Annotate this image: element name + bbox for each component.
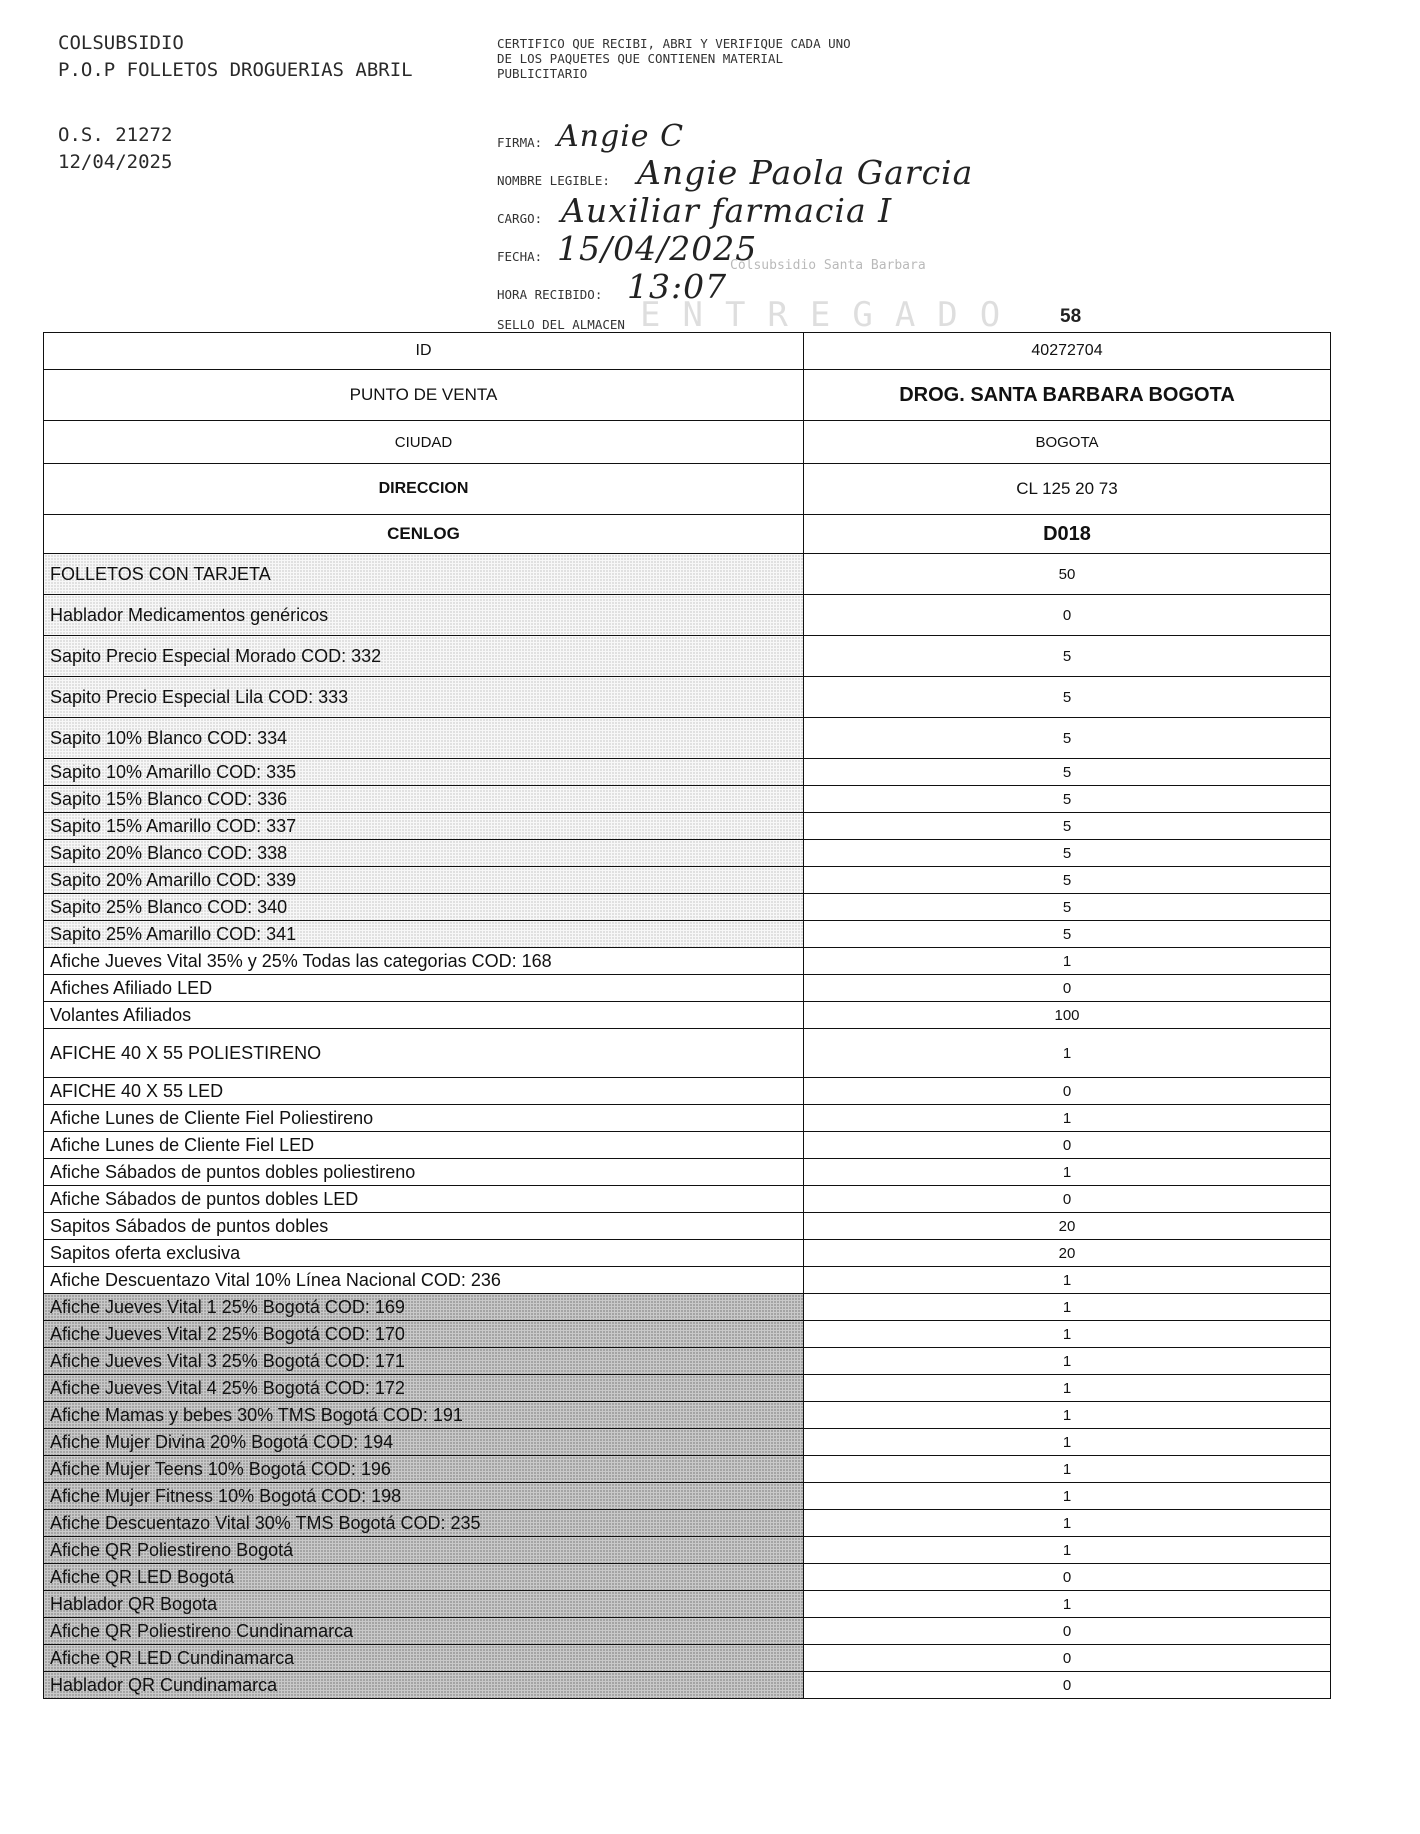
- item-label: Sapito 10% Blanco COD: 334: [44, 718, 804, 759]
- item-row: [44, 1213, 1331, 1240]
- item-quantity: 1: [804, 1510, 1331, 1537]
- item-quantity: 0: [804, 1186, 1331, 1213]
- item-row: [44, 595, 1331, 636]
- item-label: Sapito 15% Amarillo COD: 337: [44, 813, 804, 840]
- item-row: [44, 636, 1331, 677]
- signature-label: FIRMA:: [497, 135, 543, 150]
- item-row: [44, 1321, 1331, 1348]
- item-row: [44, 1294, 1331, 1321]
- item-row: [44, 921, 1331, 948]
- item-label: Afiche QR LED Bogotá: [44, 1564, 804, 1591]
- item-quantity: 20: [804, 1240, 1331, 1267]
- item-label: Afiche Sábados de puntos dobles LED: [44, 1186, 804, 1213]
- item-row: [44, 1564, 1331, 1591]
- item-row: [44, 1375, 1331, 1402]
- item-quantity: 5: [804, 921, 1331, 948]
- item-row: [44, 1348, 1331, 1375]
- item-label: Afiche Lunes de Cliente Fiel LED: [44, 1132, 804, 1159]
- item-label: Afiche Lunes de Cliente Fiel Poliestireno: [44, 1105, 804, 1132]
- item-quantity: 0: [804, 1672, 1331, 1699]
- item-row: [44, 1132, 1331, 1159]
- item-quantity: 1: [804, 1591, 1331, 1618]
- item-label: Volantes Afiliados: [44, 1002, 804, 1029]
- document-date: 12/04/2025: [58, 151, 173, 173]
- item-row: [44, 1591, 1331, 1618]
- item-row: [44, 1645, 1331, 1672]
- item-row: [44, 1510, 1331, 1537]
- item-label: AFICHE 40 X 55 POLIESTIRENO: [44, 1029, 804, 1078]
- info-value: 40272704: [804, 333, 1331, 370]
- item-quantity: 1: [804, 1348, 1331, 1375]
- item-label: Sapito 25% Blanco COD: 340: [44, 894, 804, 921]
- item-label: Afiche Jueves Vital 1 25% Bogotá COD: 169: [44, 1294, 804, 1321]
- item-label: Afiches Afiliado LED: [44, 975, 804, 1002]
- item-label: Afiche Descuentazo Vital 30% TMS Bogotá COD: 235: [44, 1510, 804, 1537]
- item-label: Afiche Descuentazo Vital 10% Línea Nacional COD: 236: [44, 1267, 804, 1294]
- item-quantity: 1: [804, 1294, 1331, 1321]
- item-row: [44, 840, 1331, 867]
- item-row: [44, 1002, 1331, 1029]
- item-label: Afiche QR Poliestireno Cundinamarca: [44, 1618, 804, 1645]
- item-row: [44, 759, 1331, 786]
- item-label: Afiche QR LED Cundinamarca: [44, 1645, 804, 1672]
- info-label: PUNTO DE VENTA: [44, 370, 804, 421]
- item-quantity: 1: [804, 1029, 1331, 1078]
- item-quantity: 5: [804, 759, 1331, 786]
- item-quantity: 5: [804, 840, 1331, 867]
- item-quantity: 1: [804, 1483, 1331, 1510]
- legible-name-value: Angie Paola Garcia: [637, 153, 974, 192]
- item-row: [44, 1267, 1331, 1294]
- item-row: [44, 948, 1331, 975]
- item-quantity: 100: [804, 1002, 1331, 1029]
- delivery-table: [43, 332, 1331, 1699]
- item-label: Afiche QR Poliestireno Bogotá: [44, 1537, 804, 1564]
- item-quantity: 0: [804, 595, 1331, 636]
- signature-field: [497, 118, 1077, 156]
- item-row: [44, 813, 1331, 840]
- item-row: [44, 1429, 1331, 1456]
- item-quantity: 5: [804, 813, 1331, 840]
- item-label: Afiche Mujer Teens 10% Bogotá COD: 196: [44, 1456, 804, 1483]
- item-label: Sapitos oferta exclusiva: [44, 1240, 804, 1267]
- item-label: Sapito 10% Amarillo COD: 335: [44, 759, 804, 786]
- item-row: [44, 554, 1331, 595]
- item-label: Sapito 25% Amarillo COD: 341: [44, 921, 804, 948]
- item-quantity: 5: [804, 718, 1331, 759]
- time-received-label: HORA RECIBIDO:: [497, 287, 603, 302]
- item-quantity: 20: [804, 1213, 1331, 1240]
- item-label: Hablador QR Cundinamarca: [44, 1672, 804, 1699]
- legible-name-field: [497, 153, 1077, 194]
- company-name: COLSUBSIDIO: [58, 32, 184, 54]
- item-quantity: 5: [804, 894, 1331, 921]
- item-quantity: 50: [804, 554, 1331, 595]
- info-value: CL 125 20 73: [804, 464, 1331, 515]
- item-row: [44, 1456, 1331, 1483]
- item-label: Afiche Jueves Vital 35% y 25% Todas las categorias COD: 168: [44, 948, 804, 975]
- item-quantity: 1: [804, 1456, 1331, 1483]
- info-value: BOGOTA: [804, 421, 1331, 464]
- item-quantity: 0: [804, 1618, 1331, 1645]
- time-received-value: 13:07: [627, 267, 728, 306]
- item-label: Afiche Mujer Divina 20% Bogotá COD: 194: [44, 1429, 804, 1456]
- item-label: AFICHE 40 X 55 LED: [44, 1078, 804, 1105]
- item-quantity: 1: [804, 1105, 1331, 1132]
- stamp-subtext: Colsubsidio Santa Barbara: [730, 258, 926, 273]
- item-quantity: 0: [804, 1078, 1331, 1105]
- page-number: 58: [1060, 306, 1082, 327]
- info-label: ID: [44, 333, 804, 370]
- item-quantity: 1: [804, 1159, 1331, 1186]
- item-quantity: 1: [804, 1429, 1331, 1456]
- item-quantity: 5: [804, 786, 1331, 813]
- position-label: CARGO:: [497, 211, 543, 226]
- item-label: Afiche Jueves Vital 4 25% Bogotá COD: 172: [44, 1375, 804, 1402]
- item-quantity: 1: [804, 1537, 1331, 1564]
- item-quantity: 1: [804, 1321, 1331, 1348]
- item-row: [44, 1240, 1331, 1267]
- date-label: FECHA:: [497, 249, 543, 264]
- item-row: [44, 1029, 1331, 1078]
- item-label: Afiche Sábados de puntos dobles poliestireno: [44, 1159, 804, 1186]
- info-value: D018: [804, 515, 1331, 554]
- info-value: DROG. SANTA BARBARA BOGOTA: [804, 370, 1331, 421]
- item-row: [44, 1672, 1331, 1699]
- position-field: [497, 191, 1077, 232]
- item-label: Sapito 20% Amarillo COD: 339: [44, 867, 804, 894]
- item-label: Afiche Jueves Vital 3 25% Bogotá COD: 171: [44, 1348, 804, 1375]
- document-subtitle: P.O.P FOLLETOS DROGUERIAS ABRIL: [58, 59, 413, 81]
- item-quantity: 1: [804, 1267, 1331, 1294]
- item-quantity: 1: [804, 1375, 1331, 1402]
- item-quantity: 1: [804, 948, 1331, 975]
- item-label: Afiche Mamas y bebes 30% TMS Bogotá COD: 191: [44, 1402, 804, 1429]
- item-row: [44, 975, 1331, 1002]
- item-label: Afiche Mujer Fitness 10% Bogotá COD: 198: [44, 1483, 804, 1510]
- received-stamp: ENTREGADO: [640, 295, 1023, 335]
- info-row-city: [44, 421, 1331, 464]
- store-seal-label: SELLO DEL ALMACEN: [497, 317, 625, 332]
- order-number: O.S. 21272: [58, 124, 173, 146]
- date-value: 15/04/2025: [557, 229, 758, 268]
- item-label: Sapito Precio Especial Morado COD: 332: [44, 636, 804, 677]
- info-label: CIUDAD: [44, 421, 804, 464]
- info-row-address: [44, 464, 1331, 515]
- item-row: [44, 786, 1331, 813]
- item-quantity: 5: [804, 867, 1331, 894]
- signature-value: Angie C: [557, 119, 685, 154]
- item-label: Sapito Precio Especial Lila COD: 333: [44, 677, 804, 718]
- info-label: DIRECCION: [44, 464, 804, 515]
- info-row-point-of-sale: [44, 370, 1331, 421]
- item-label: Hablador Medicamentos genéricos: [44, 595, 804, 636]
- legible-name-label: NOMBRE LEGIBLE:: [497, 173, 610, 188]
- item-label: Sapito 15% Blanco COD: 336: [44, 786, 804, 813]
- item-row: [44, 1186, 1331, 1213]
- item-quantity: 0: [804, 1645, 1331, 1672]
- item-row: [44, 894, 1331, 921]
- item-quantity: 5: [804, 636, 1331, 677]
- item-row: [44, 1402, 1331, 1429]
- item-quantity: 1: [804, 1402, 1331, 1429]
- item-label: FOLLETOS CON TARJETA: [44, 554, 804, 595]
- document-header: [58, 30, 478, 176]
- info-label: CENLOG: [44, 515, 804, 554]
- item-row: [44, 677, 1331, 718]
- item-row: [44, 718, 1331, 759]
- item-label: Sapitos Sábados de puntos dobles: [44, 1213, 804, 1240]
- item-label: Afiche Jueves Vital 2 25% Bogotá COD: 170: [44, 1321, 804, 1348]
- item-row: [44, 1483, 1331, 1510]
- item-label: Hablador QR Bogota: [44, 1591, 804, 1618]
- item-label: Sapito 20% Blanco COD: 338: [44, 840, 804, 867]
- item-quantity: 0: [804, 1132, 1331, 1159]
- info-row-cenlog: [44, 515, 1331, 554]
- item-row: [44, 1105, 1331, 1132]
- certification-text: CERTIFICO QUE RECIBI, ABRI Y VERIFIQUE CADA UNO DE LOS PAQUETES QUE CONTIENEN MATERIAL PUBLICITARIO: [497, 36, 851, 81]
- item-quantity: 5: [804, 677, 1331, 718]
- item-row: [44, 1159, 1331, 1186]
- item-row: [44, 1537, 1331, 1564]
- item-quantity: 0: [804, 1564, 1331, 1591]
- item-quantity: 0: [804, 975, 1331, 1002]
- item-row: [44, 1078, 1331, 1105]
- info-row-id: [44, 333, 1331, 370]
- position-value: Auxiliar farmacia I: [561, 191, 893, 230]
- item-row: [44, 1618, 1331, 1645]
- item-row: [44, 867, 1331, 894]
